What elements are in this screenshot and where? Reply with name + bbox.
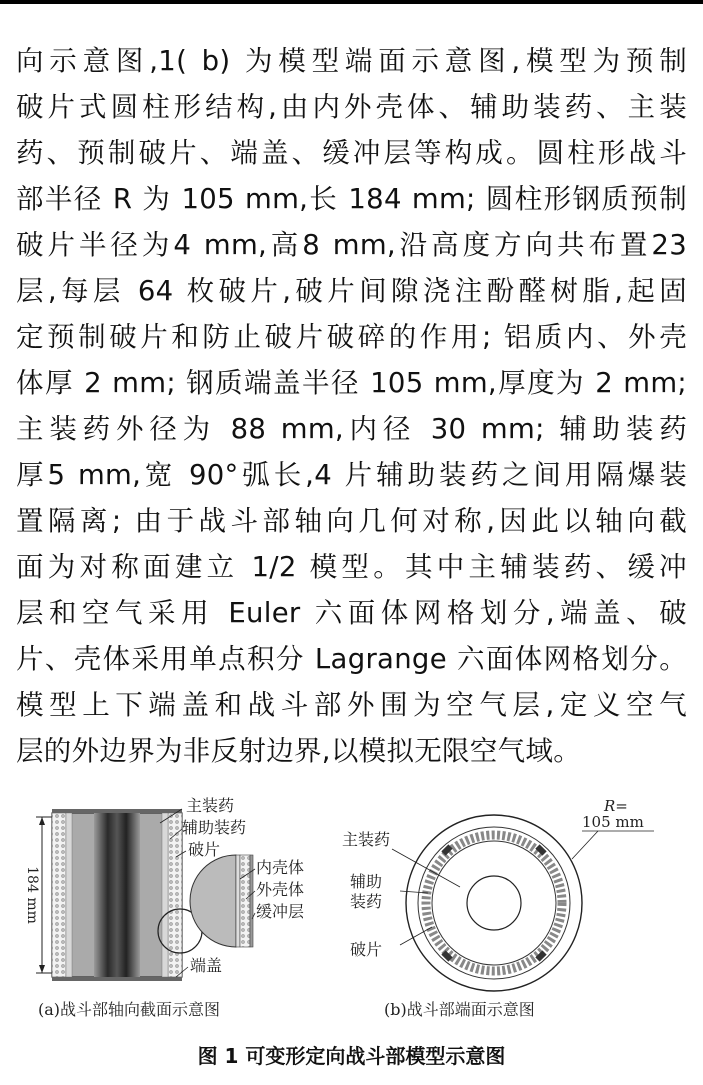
end-face-diagram <box>342 797 654 991</box>
label-fragment-b: 破片 <box>350 940 383 959</box>
text-line: 破片式圆柱形结构,由内外壳体、辅助装药、主装 <box>16 91 687 123</box>
label-main-charge-a: 主装药 <box>186 796 235 815</box>
radius-value: 105 mm <box>582 813 644 831</box>
figure-svg <box>0 795 703 1025</box>
label-fragment-a: 破片 <box>188 840 221 859</box>
body-text <box>16 38 687 774</box>
text-line: 片、壳体采用单点积分 Lagrange 六面体网格划分。 <box>16 643 687 675</box>
main-charge-inner <box>467 876 521 930</box>
text-line: 向示意图,1( b) 为模型端面示意图,模型为预制 <box>16 45 687 77</box>
text-line: 层,每层 64 枚破片,破片间隙浇注酚醛树脂,起固 <box>16 275 687 307</box>
text-line: 层和空气采用 Euler 六面体网格划分,端盖、破 <box>16 597 687 629</box>
dimension-label: 184 mm <box>24 866 40 924</box>
label-aux-line1: 辅助 <box>350 872 383 891</box>
radius-label: R= <box>604 797 628 815</box>
caption-a: (a)战斗部轴向截面示意图 <box>38 1000 221 1019</box>
axial-section-diagram <box>24 796 304 981</box>
label-aux-charge-a: 辅助装药 <box>182 818 247 837</box>
text-line: 面为对称面建立 1/2 模型。其中主辅装药、缓冲 <box>16 551 687 583</box>
text-line: 模型上下端盖和战斗部外围为空气层,定义空气 <box>16 689 687 721</box>
label-buffer-layer: 缓冲层 <box>256 902 305 921</box>
label-inner-shell: 内壳体 <box>256 858 305 877</box>
text-line: 主装药外径为 88 mm,内径 30 mm; 辅助装药 <box>16 413 687 445</box>
text-line: 体厚 2 mm; 钢质端盖半径 105 mm,厚度为 2 mm; <box>16 367 687 399</box>
label-aux-line2: 装药 <box>350 892 383 911</box>
text-line: 厚5 mm,宽 90°弧长,4 片辅助装药之间用隔爆装 <box>16 459 687 491</box>
caption-b: (b)战斗部端面示意图 <box>384 1000 535 1019</box>
label-outer-shell: 外壳体 <box>256 880 305 899</box>
fragment-layer-left <box>52 813 66 977</box>
text-line: 药、预制破片、端盖、缓冲层等构成。圆柱形战斗 <box>16 137 687 169</box>
text-line: 定预制破片和防止破片破碎的作用; 铝质内、外壳 <box>16 321 687 353</box>
top-rule <box>0 0 703 4</box>
text-line: 置隔离; 由于战斗部轴向几何对称,因此以轴向截 <box>16 505 687 537</box>
main-charge-core <box>94 813 140 977</box>
label-end-cap: 端盖 <box>190 956 223 975</box>
text-line: 部半径 R 为 105 mm,长 184 mm; 圆柱形钢质预制 <box>16 183 687 215</box>
text-line: 层的外边界为非反射边界,以模拟无限空气域。 <box>16 735 582 767</box>
figure-title: 图 1 可变形定向战斗部模型示意图 <box>197 1044 506 1068</box>
label-main-charge-b: 主装药 <box>342 830 391 849</box>
text-line: 破片半径为4 mm,高8 mm,沿高度方向共布置23 <box>16 229 687 261</box>
figure-1 <box>0 795 703 1025</box>
